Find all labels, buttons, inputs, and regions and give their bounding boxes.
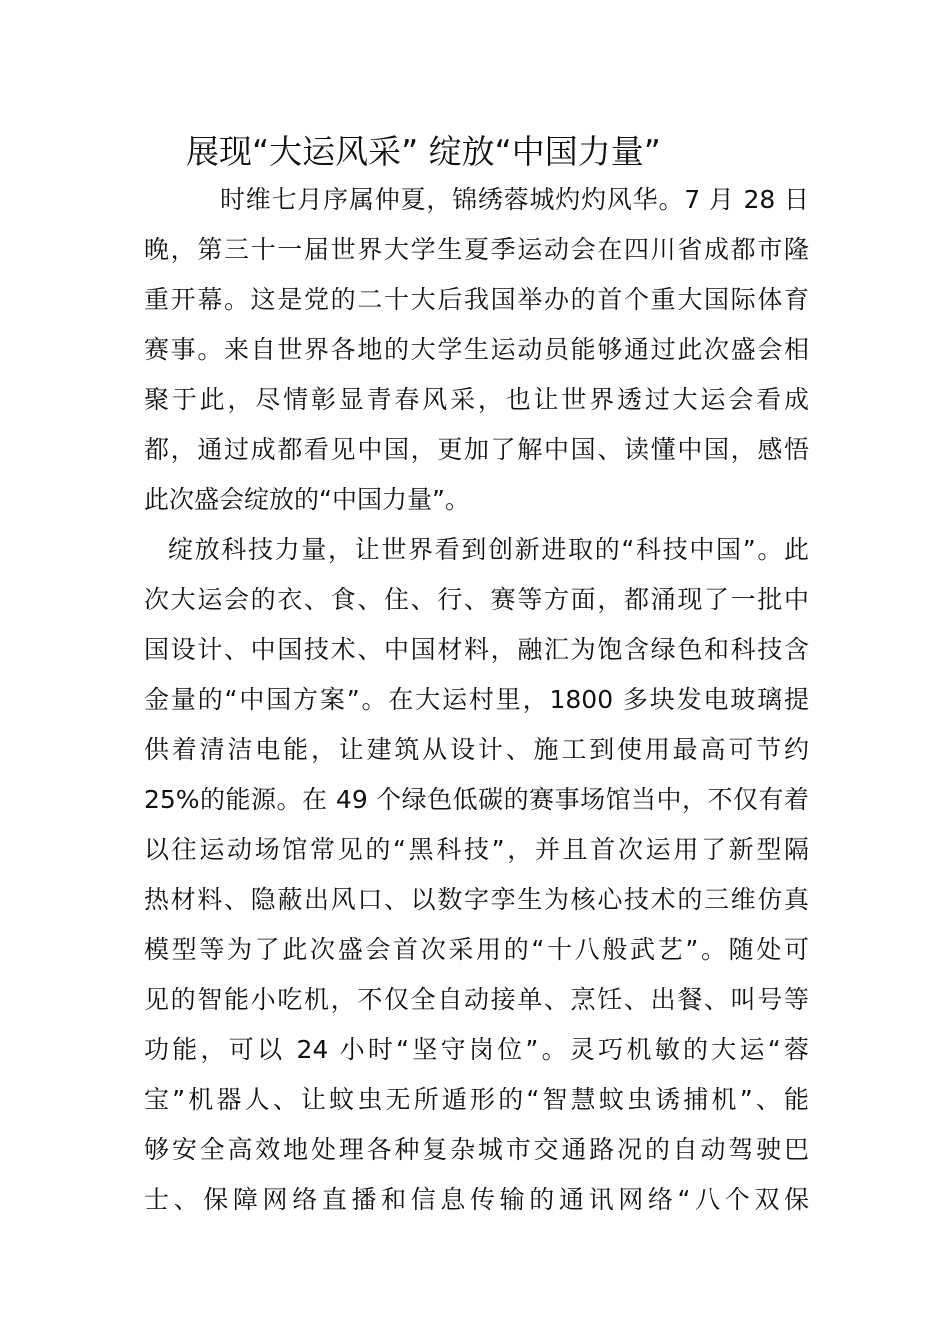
text-line: 次大运会的衣、食、住、行、赛等方面，都涌现了一批中: [144, 585, 809, 614]
text-line: 模型等为了此次盛会首次采用的“十八般武艺”。随处可: [144, 935, 809, 964]
text-line: 宝”机器人、让蚊虫无所遁形的“智慧蚊虫诱捕机”、能: [144, 1085, 809, 1114]
text-line: 以往运动场馆常见的“黑科技”，并且首次运用了新型隔: [144, 835, 809, 864]
text-line: 金量的“中国方案”。在大运村里，1800 多块发电玻璃提: [144, 685, 809, 714]
text-line: 热材料、隐蔽出风口、以数字孪生为核心技术的三维仿真: [144, 885, 809, 914]
text-line: 功能，可以 24 小时“坚守岗位”。灵巧机敏的大运“蓉: [144, 1035, 809, 1064]
text-line: 国设计、中国技术、中国材料，融汇为饱含绿色和科技含: [144, 635, 809, 664]
text-line: 够安全高效地处理各种复杂城市交通路况的自动驾驶巴: [144, 1135, 809, 1164]
document-body: [144, 175, 809, 1225]
document-title: 展现“大运风采” 绽放“中国力量”: [186, 132, 661, 171]
text-line: 绽放科技力量，让世界看到创新进取的“科技中国”。此: [168, 535, 809, 564]
paragraph-2: [144, 525, 809, 1225]
text-line: 见的智能小吃机，不仅全自动接单、烹饪、出餐、叫号等: [144, 985, 809, 1014]
text-line: 重开幕。这是党的二十大后我国举办的首个重大国际体育: [144, 285, 809, 314]
text-line: 时维七月序属仲夏，锦绣蓉城灼灼风华。7 月 28 日: [220, 185, 809, 214]
text-line: 此次盛会绽放的“中国力量”。: [144, 485, 470, 514]
text-line: 聚于此，尽情彰显青春风采，也让世界透过大运会看成: [144, 385, 809, 414]
text-line: 赛事。来自世界各地的大学生运动员能够通过此次盛会相: [144, 335, 809, 364]
text-line: 晚，第三十一届世界大学生夏季运动会在四川省成都市隆: [144, 235, 809, 264]
text-line: 士、保障网络直播和信息传输的通讯网络“八个双保: [144, 1185, 809, 1214]
text-line: 25%的能源。在 49 个绿色低碳的赛事场馆当中，不仅有着: [144, 785, 809, 814]
text-line: 都，通过成都看见中国，更加了解中国、读懂中国，感悟: [144, 435, 809, 464]
text-line: 供着清洁电能，让建筑从设计、施工到使用最高可节约: [144, 735, 809, 764]
paragraph-1: [144, 175, 809, 525]
